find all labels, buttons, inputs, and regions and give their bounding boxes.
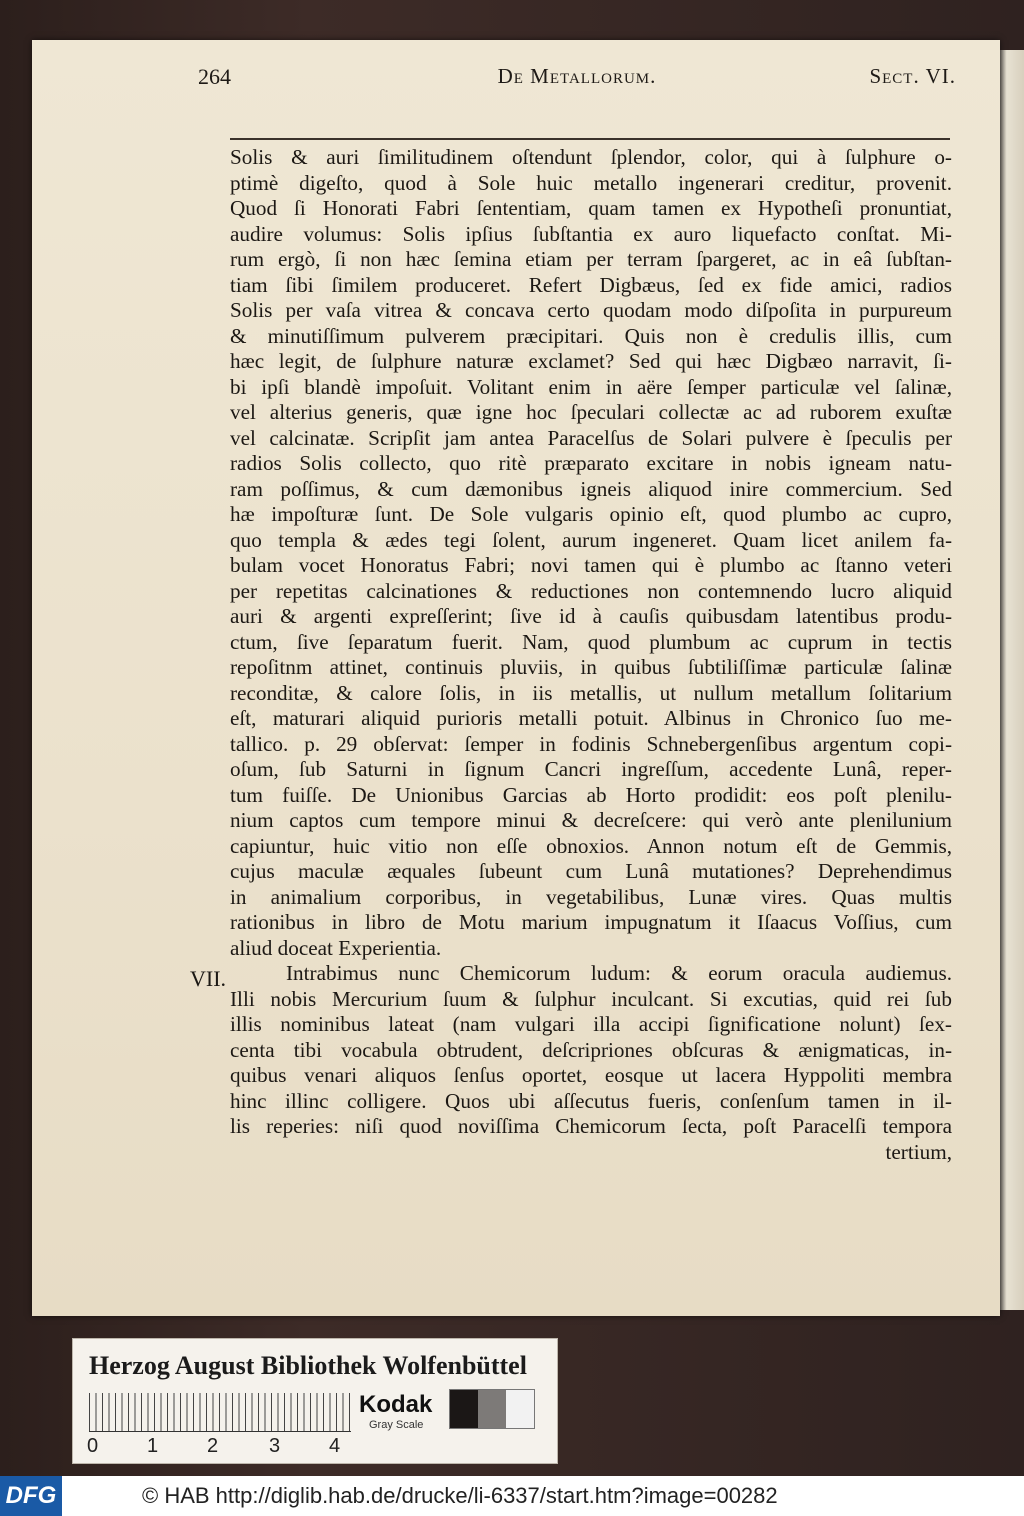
section-number: VII.	[190, 966, 227, 991]
text-line: nium captos cum tempore minui & decreſcere: qui verò ante plenilunium	[230, 808, 952, 832]
section-text-line: quibus venari aliquos ſenſus oportet, eosque ut lacera Hyppoliti membra	[230, 1063, 952, 1087]
text-line: Solis per vaſa vitrea & concava certo quodam modo diſpoſita in purpureum	[230, 298, 952, 322]
library-name: Herzog August Bibliothek Wolfenbüttel	[89, 1351, 527, 1380]
text-line: tiam ſibi ſimilem produceret. Refert Digbæus, ſed ex fide amici, radios	[230, 272, 952, 297]
section-label: Sect. VI.	[869, 64, 956, 88]
text-line: eſt, maturari aliquid purioris metalli potuit. Albinus in Chronico ſuo me-	[230, 706, 952, 730]
section-text-line: lis reperies: niſi quod noviſſima Chemicorum ſecta, poſt Paracelſi tempora	[230, 1114, 952, 1138]
text-line: vel alterius generis, quæ igne hoc ſpeculari collectæ ac ad ruborem exuſtæ	[230, 400, 952, 424]
footer-bar	[0, 1476, 1024, 1516]
text-line: hæ impoſturæ ſunt. De Sole vulgaris opinio eſt, quod plumbo ac cupro,	[230, 502, 952, 526]
text-line: tum fuiſſe. De Unionibus Garcias ab Horto prodidit: eos poſt plenilu-	[230, 782, 952, 807]
ruler-number: 4	[329, 1435, 341, 1457]
section-text-line: hinc illinc colligere. Quos ubi aſſecutus fueris, conſenſum tamen in il-	[230, 1088, 952, 1113]
text-line: bi ipſi blandè impoſuit. Volitant enim in aëre ſemper particulæ vel ſalinæ,	[230, 374, 952, 399]
text-line: Solis & auri ſimilitudinem oſtendunt ſplendor, color, qui à ſulphure o-	[230, 145, 952, 169]
text-line: rum ergò, ſi non hæc ſemina etiam per terram ſpargeret, ac in eâ ſubſtan-	[230, 247, 952, 271]
text-line: Quod ſi Honorati Fabri ſententiam, quam tamen ex Hypotheſi pronuntiat,	[230, 196, 952, 220]
text-line: radios Solis collecto, quo ritè præparato excitare in nobis igneam natu-	[230, 451, 952, 475]
text-line: oſum, ſub Saturni in ſignum Cancri ingreſſum, accedente Lunâ, reper-	[230, 757, 952, 781]
text-line: audire volumus: Solis ipſius ſubſtantia ex auro liquefacto conſtat. Mi-	[230, 221, 952, 246]
page-header	[198, 64, 956, 98]
catchword: tertium,	[885, 1139, 952, 1164]
text-line: in animalium corporibus, in vegetabilibus, Lunæ vires. Quas multis	[230, 884, 952, 909]
ruler-number: 2	[207, 1435, 219, 1457]
text-line: tallico. p. 29 obſervat: ſemper in fodinis Schnebergenſibus argentum copi-	[230, 731, 952, 756]
gray-swatch	[450, 1390, 478, 1428]
text-line: hæc legit, de ſulphure naturæ exclamet? Sed qui hæc Digbæo narravit, ſi-	[230, 349, 952, 373]
section-text-line: illis nominibus lateat (nam vulgari illa accipi ſignificatione nolunt) ſex-	[230, 1012, 952, 1036]
body-text	[230, 145, 952, 1165]
text-line: ptimè digeſto, quod à Sole huic metallo ingenerari creditur, provenit.	[230, 170, 952, 195]
text-line: auri & argenti expreſſerint; ſive id à cauſis quibusdam latentibus produ-	[230, 604, 952, 628]
scale-ruler	[89, 1393, 351, 1432]
header-rule	[230, 138, 950, 140]
credit-link[interactable]: © HAB http://diglib.hab.de/drucke/li-6337/start.htm?image=00282	[142, 1483, 778, 1508]
running-title: De Metallorum.	[497, 64, 657, 88]
text-line: quo templa & ædes tegi ſolent, aurum ingeneret. Quam licet anilem fa-	[230, 527, 952, 552]
text-line: vel calcinatæ. Scripſit jam antea Paracelſus de Solari pulvere è ſpeculis per	[230, 425, 952, 450]
text-line: & minutiſſimum pulverem præcipitari. Quis non è credulis illis, cum	[230, 323, 952, 348]
section-text-line: Intrabimus nunc Chemicorum ludum: & eorum oracula audiemus.	[286, 961, 952, 985]
library-label	[72, 1338, 558, 1464]
gray-scale-label: Gray Scale	[369, 1419, 424, 1431]
gray-scale-swatches	[449, 1389, 535, 1429]
text-line: reconditæ, & calore ſolis, in iis metallis, ut nullum metallum ſolitarium	[230, 680, 952, 705]
gray-swatch	[478, 1390, 506, 1428]
text-line: bulam vocet Honoratus Fabri; novi tamen qui è plumbo ac ſtanno veteri	[230, 553, 952, 577]
text-line: rationibus in libro de Motu marium impugnatum it Iſaacus Voſſius, cum	[230, 910, 952, 934]
text-line: aliud doceat Experientia.	[230, 935, 442, 960]
text-line: ram poſſimus, & cum dæmonibus igneis aliquod inire commercium. Sed	[230, 476, 952, 501]
text-line: ctum, ſive ſeparatum fuerit. Nam, quod plumbum ac cuprum in tectis	[230, 629, 952, 654]
gray-swatch	[506, 1390, 534, 1428]
ruler-number: 0	[87, 1435, 99, 1457]
ruler-number: 3	[269, 1435, 281, 1457]
kodak-brand: Kodak	[359, 1391, 433, 1418]
text-line: repoſitnm attinet, continuis pluviis, in quibus ſubtiliſſimæ particulæ ſalinæ	[230, 655, 952, 679]
folio-number: 264	[198, 64, 231, 89]
dfg-logo: DFG	[0, 1476, 62, 1516]
text-line: per repetitas calcinationes & reductiones non contemnendo lucro aliquid	[230, 578, 952, 603]
section-text-line: centa tibi vocabula obtrudent, deſcripriones obſcuras & ænigmaticas, in-	[230, 1037, 952, 1062]
ruler-number: 1	[147, 1435, 159, 1457]
section-text-line: Illi nobis Mercurium ſuum & ſulphur inculcant. Si excutias, quid rei ſub	[230, 986, 952, 1011]
text-line: cujus maculæ æquales ſubeunt cum Lunâ mutationes? Deprehendimus	[230, 859, 952, 883]
text-line: capiuntur, huic vitio non eſſe obnoxios. Annon notum eſt de Gemmis,	[230, 833, 952, 858]
